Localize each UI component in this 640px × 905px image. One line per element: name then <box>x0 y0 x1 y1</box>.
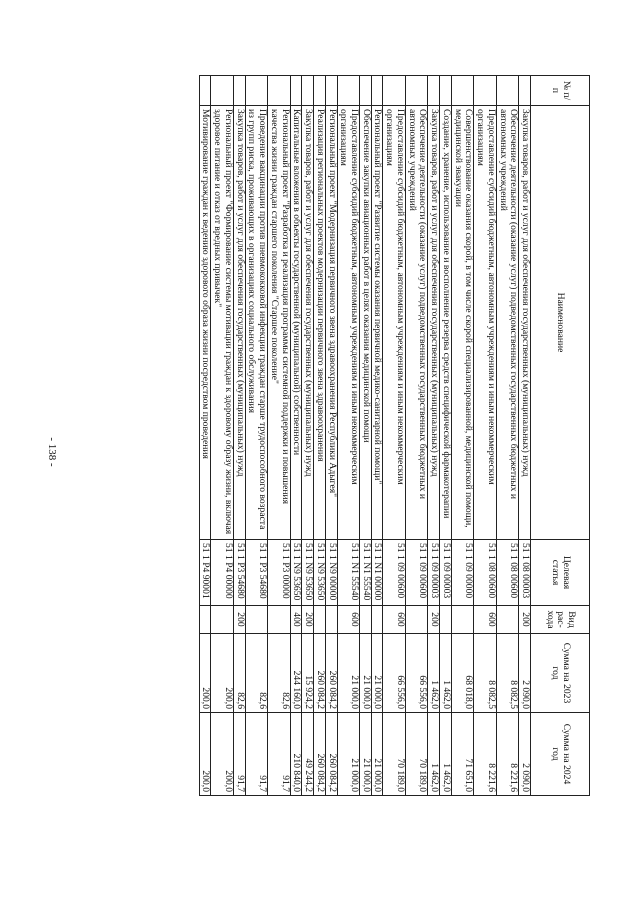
row-name-cell: Региональный проект "Разработка и реализация программы системной поддержки и повышения качества жизни граждан старшего поколения "Старшее поколение" <box>268 106 290 540</box>
row-sum-2023-cell: 21 000,0 <box>371 634 383 713</box>
table-header-row <box>531 76 590 796</box>
row-name-cell: Обеспечение деятельности (оказание услуг) подведомственных государственных бюджетных и автономных учреждений <box>405 106 427 540</box>
row-name-cell: Закупка товаров, работ и услуг для обеспечения государственных (муниципальных) нужд <box>233 106 245 540</box>
row-name-cell: Предоставление субсидий бюджетным, автономным учреждениям и иным некоммерческим организациям <box>337 106 359 540</box>
row-sum-2024-cell: 260 084,2 <box>325 713 337 796</box>
row-sum-2024-cell: 200,0 <box>199 713 211 796</box>
row-sum-2023-cell: 2 090,0 <box>519 634 531 713</box>
rotated-page-content <box>130 75 590 795</box>
row-sum-2023-cell: 21 000,0 <box>359 634 371 713</box>
row-target-code-cell: 51 1 P4 00000 <box>211 540 233 606</box>
table-row <box>474 76 496 796</box>
row-expense-kind-cell <box>199 606 211 634</box>
row-target-code-cell: 51 1 N9 53650 <box>290 540 302 606</box>
table-row <box>302 76 314 796</box>
row-sum-2023-cell: 15 924,2 <box>302 634 314 713</box>
row-sum-2023-cell: 21 000,0 <box>337 634 359 713</box>
row-sum-2023-cell: 200,0 <box>211 634 233 713</box>
row-sum-2024-cell: 91,7 <box>245 713 267 796</box>
row-sum-2024-cell: 8 221,6 <box>496 713 518 796</box>
table-row <box>371 76 383 796</box>
row-target-code-cell: 51 1 09 00000 <box>451 540 473 606</box>
table-row <box>199 76 211 796</box>
row-num-cell <box>359 76 371 106</box>
row-name-cell: Проведение вакцинации против пневмококковой инфекции граждан старше трудоспособного возраста из групп риска, проживающих в организациях социального обслуживания <box>245 106 267 540</box>
table-body <box>199 76 530 796</box>
row-num-cell <box>371 76 383 106</box>
row-sum-2024-cell: 70 189,0 <box>405 713 427 796</box>
row-sum-2024-cell: 210 840,0 <box>290 713 302 796</box>
row-num-cell <box>383 76 405 106</box>
row-sum-2024-cell: 70 189,0 <box>383 713 405 796</box>
row-name-cell: Совершенствование оказания скорой, в том числе скорой специализированной, медицинской помощи, медицинской эвакуации <box>451 106 473 540</box>
row-target-code-cell: 51 1 08 00600 <box>496 540 518 606</box>
row-num-cell <box>428 76 440 106</box>
row-expense-kind-cell <box>371 606 383 634</box>
row-name-cell: Предоставление субсидий бюджетным, автономным учреждениям и иным некоммерческим организациям <box>474 106 496 540</box>
header-sum-2024: Сумма на 2024 год <box>531 713 590 796</box>
header-sum-2023: Сумма на 2023 год <box>531 634 590 713</box>
row-expense-kind-cell: 200 <box>428 606 440 634</box>
row-target-code-cell: 51 1 09 00003 <box>428 540 440 606</box>
row-expense-kind-cell: 600 <box>474 606 496 634</box>
table-row <box>428 76 440 796</box>
row-name-cell: Предоставление субсидий бюджетным, автономным учреждениям и иным некоммерческим организациям <box>383 106 405 540</box>
row-num-cell <box>268 76 290 106</box>
row-sum-2024-cell: 91,7 <box>268 713 290 796</box>
row-sum-2024-cell: 200,0 <box>211 713 233 796</box>
row-sum-2023-cell: 66 556,0 <box>405 634 427 713</box>
row-num-cell <box>474 76 496 106</box>
row-name-cell: Капитальные вложения в объекты государственной (муниципальной) собственности <box>290 106 302 540</box>
row-sum-2023-cell: 82,6 <box>233 634 245 713</box>
row-expense-kind-cell <box>268 606 290 634</box>
row-expense-kind-cell <box>325 606 337 634</box>
table-row <box>440 76 452 796</box>
row-name-cell: Реализация региональных проектов модернизации первичного звена здравоохранения <box>314 106 326 540</box>
row-sum-2024-cell: 49 244,2 <box>302 713 314 796</box>
row-expense-kind-cell: 200 <box>302 606 314 634</box>
row-name-cell: Региональный проект "Модернизация первичного звена здравоохранения Республики Адыгея" <box>325 106 337 540</box>
row-target-code-cell: 51 1 N1 00000 <box>371 540 383 606</box>
row-num-cell <box>325 76 337 106</box>
row-sum-2024-cell: 21 000,0 <box>371 713 383 796</box>
row-num-cell <box>314 76 326 106</box>
row-target-code-cell: 51 1 N1 55540 <box>359 540 371 606</box>
row-target-code-cell: 51 1 08 00600 <box>474 540 496 606</box>
table-row <box>268 76 290 796</box>
row-expense-kind-cell <box>440 606 452 634</box>
table-row <box>337 76 359 796</box>
row-name-cell: Региональный проект "Формирование системы мотивации граждан к здоровому образу жизни, включая здоровое питание и отказ от вредных привычек" <box>211 106 233 540</box>
row-num-cell <box>245 76 267 106</box>
row-name-cell: Закупка товаров, работ и услуг для обеспечения государственных (муниципальных) нужд <box>519 106 531 540</box>
table-row <box>325 76 337 796</box>
row-expense-kind-cell: 200 <box>233 606 245 634</box>
row-sum-2024-cell: 21 000,0 <box>359 713 371 796</box>
row-num-cell <box>290 76 302 106</box>
row-name-cell: Создание, хранение, использование и восполнение резерва средств специфической фармакотерапии <box>440 106 452 540</box>
row-name-cell: Обеспечение закупки авиационных работ в целях оказания медицинской помощи <box>359 106 371 540</box>
row-num-cell <box>451 76 473 106</box>
row-sum-2024-cell: 1 462,0 <box>428 713 440 796</box>
row-sum-2023-cell: 82,6 <box>268 634 290 713</box>
row-sum-2024-cell: 2 090,0 <box>519 713 531 796</box>
row-target-code-cell: 51 1 09 00600 <box>383 540 405 606</box>
row-sum-2023-cell: 260 084,2 <box>325 634 337 713</box>
table-row <box>405 76 427 796</box>
row-num-cell <box>302 76 314 106</box>
row-sum-2023-cell: 244 160,0 <box>290 634 302 713</box>
row-sum-2024-cell: 8 221,6 <box>474 713 496 796</box>
row-sum-2024-cell: 21 000,0 <box>337 713 359 796</box>
table-row <box>245 76 267 796</box>
row-expense-kind-cell: 400 <box>290 606 302 634</box>
row-name-cell: Обеспечение деятельности (оказание услуг) подведомственных государственных бюджетных и автономных учреждений <box>496 106 518 540</box>
header-target-article: Целевая статья <box>531 540 590 606</box>
row-sum-2023-cell: 260 084,2 <box>314 634 326 713</box>
row-target-code-cell: 51 1 N1 55540 <box>337 540 359 606</box>
header-name: Наименование <box>531 106 590 540</box>
row-expense-kind-cell <box>359 606 371 634</box>
table-row <box>290 76 302 796</box>
row-target-code-cell: 51 1 P3 00000 <box>268 540 290 606</box>
row-sum-2023-cell: 1 462,0 <box>440 634 452 713</box>
row-name-cell: Закупка товаров, работ и услуг для обеспечения государственных (муниципальных) нужд <box>302 106 314 540</box>
budget-table <box>199 75 590 796</box>
row-target-code-cell: 51 1 P3 54680 <box>233 540 245 606</box>
header-expense-kind: Вид рас-хода <box>531 606 590 634</box>
row-num-cell <box>440 76 452 106</box>
row-expense-kind-cell: 600 <box>383 606 405 634</box>
row-expense-kind-cell <box>245 606 267 634</box>
table-row <box>383 76 405 796</box>
row-expense-kind-cell <box>405 606 427 634</box>
row-expense-kind-cell: 600 <box>337 606 359 634</box>
row-sum-2023-cell: 68 018,0 <box>451 634 473 713</box>
row-name-cell: Мотивирование граждан к ведению здорового образа жизни посредством проведения <box>199 106 211 540</box>
row-target-code-cell: 51 1 N9 00000 <box>325 540 337 606</box>
row-sum-2023-cell: 8 082,5 <box>496 634 518 713</box>
table-row <box>496 76 518 796</box>
row-expense-kind-cell: 200 <box>519 606 531 634</box>
row-sum-2024-cell: 91,7 <box>233 713 245 796</box>
row-num-cell <box>496 76 518 106</box>
row-sum-2023-cell: 66 556,0 <box>383 634 405 713</box>
table-row <box>233 76 245 796</box>
row-target-code-cell: 51 1 N9 53650 <box>302 540 314 606</box>
row-sum-2023-cell: 8 082,5 <box>474 634 496 713</box>
row-num-cell <box>405 76 427 106</box>
row-num-cell <box>337 76 359 106</box>
row-target-code-cell: 51 1 P3 54680 <box>245 540 267 606</box>
row-target-code-cell: 51 1 09 00003 <box>440 540 452 606</box>
table-row <box>211 76 233 796</box>
row-sum-2024-cell: 260 084,2 <box>314 713 326 796</box>
row-sum-2024-cell: 71 651,0 <box>451 713 473 796</box>
row-name-cell: Закупка товаров, работ и услуг для обеспечения государственных (муниципальных) нужд <box>428 106 440 540</box>
header-num: № п/п <box>531 76 590 106</box>
row-sum-2023-cell: 82,6 <box>245 634 267 713</box>
row-num-cell <box>233 76 245 106</box>
row-num-cell <box>199 76 211 106</box>
row-target-code-cell: 51 1 P4 90001 <box>199 540 211 606</box>
row-sum-2023-cell: 200,0 <box>199 634 211 713</box>
row-target-code-cell: 51 1 09 00600 <box>405 540 427 606</box>
row-expense-kind-cell <box>451 606 473 634</box>
row-target-code-cell: 51 1 08 00003 <box>519 540 531 606</box>
row-target-code-cell: 51 1 N9 53650 <box>314 540 326 606</box>
row-sum-2023-cell: 1 462,0 <box>428 634 440 713</box>
page-number: - 138 - <box>46 437 58 467</box>
table-row <box>359 76 371 796</box>
row-expense-kind-cell <box>314 606 326 634</box>
table-row <box>451 76 473 796</box>
row-sum-2024-cell: 1 462,0 <box>440 713 452 796</box>
row-expense-kind-cell <box>496 606 518 634</box>
row-expense-kind-cell <box>211 606 233 634</box>
row-num-cell <box>211 76 233 106</box>
row-name-cell: Региональный проект "Развитие системы оказания первичной медико-санитарной помощи" <box>371 106 383 540</box>
table-row <box>519 76 531 796</box>
row-num-cell <box>519 76 531 106</box>
table-row <box>314 76 326 796</box>
